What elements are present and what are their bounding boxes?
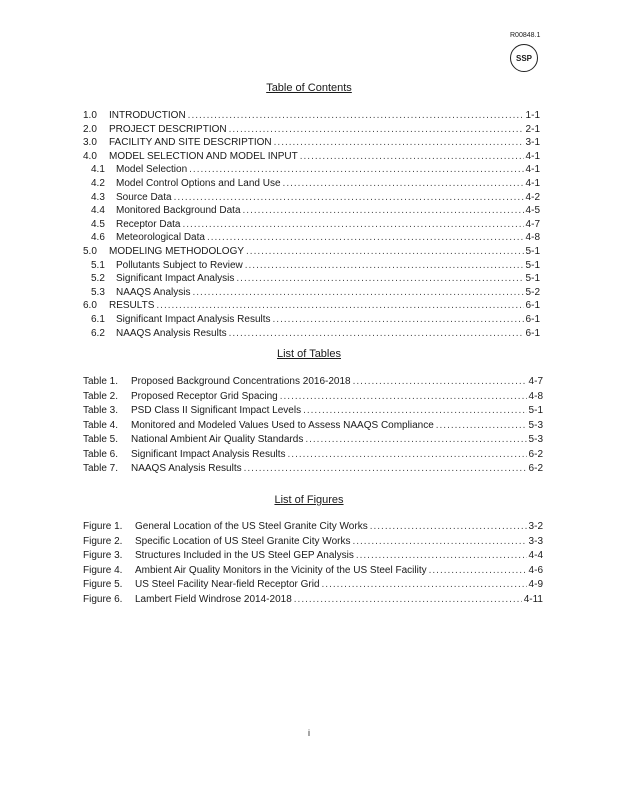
entry-number: Table 3. (83, 405, 119, 416)
tables-heading: List of Tables (276, 348, 341, 360)
entry-title: Proposed Background Concentrations 2016-2018 (131, 376, 351, 387)
entry-page: 6-1 (525, 327, 540, 339)
entry-number: Table 4. (83, 419, 119, 431)
entry-title: Model Control Options and Land Use (116, 177, 281, 189)
entry-title: US Steel Facility Near-field Receptor Grid (135, 579, 320, 590)
leader-dots (245, 260, 524, 271)
entry-title: NAAQS Analysis Results (116, 327, 227, 339)
entry-number: 2.0 (83, 123, 97, 135)
entry-title: RESULTS (109, 300, 155, 312)
entry-title: Monitored Background Data (116, 205, 241, 217)
entry-number: 3.0 (83, 137, 97, 149)
entry-number: 6.1 (91, 313, 105, 325)
tables-list (83, 376, 543, 478)
entry-title: Source Data (116, 191, 172, 203)
figures-entry[interactable] (83, 550, 543, 565)
leader-dots (182, 219, 523, 230)
entry-page: 4-1 (525, 177, 540, 189)
entry-number: 4.4 (91, 205, 105, 217)
figures-entry[interactable] (83, 579, 543, 594)
entry-number: Table 7. (83, 463, 119, 474)
entry-title: Proposed Receptor Grid Spacing (131, 390, 278, 402)
toc-entry[interactable] (83, 178, 540, 192)
toc-heading: Table of Contents (266, 82, 352, 94)
entry-number: 4.6 (91, 232, 105, 244)
figures-heading: List of Figures (274, 494, 344, 506)
entry-title: Significant Impact Analysis Results (131, 448, 286, 460)
entry-page: 6-2 (528, 448, 543, 460)
toc-entry[interactable] (83, 205, 540, 219)
entry-page: 4-11 (523, 593, 543, 605)
leader-dots (353, 376, 527, 387)
toc-entry[interactable] (83, 192, 540, 206)
toc-entry[interactable] (83, 328, 540, 342)
entry-number: 5.2 (91, 273, 105, 285)
entry-page: 5-1 (525, 273, 540, 285)
entry-page: 6-2 (528, 463, 543, 474)
leader-dots (294, 594, 522, 605)
entry-title: Model Selection (116, 164, 188, 176)
entry-title: FACILITY AND SITE DESCRIPTION (109, 137, 272, 149)
tables-entry[interactable] (83, 434, 543, 449)
tables-entry[interactable] (83, 376, 543, 391)
entry-title: Significant Impact Analysis Results (116, 313, 271, 325)
toc-entry[interactable] (83, 273, 540, 287)
entry-page: 4-4 (528, 550, 543, 561)
toc-entry[interactable] (83, 232, 540, 246)
entry-page: 2-1 (525, 123, 540, 135)
toc-entry[interactable] (83, 219, 540, 233)
entry-number: Figure 4. (83, 564, 123, 576)
entry-page: 4-9 (528, 579, 543, 590)
page-number: i (308, 728, 310, 738)
entry-title: Ambient Air Quality Monitors in the Vicinity of the US Steel Facility (135, 564, 427, 576)
entry-title: NAAQS Analysis Results (131, 463, 242, 474)
entry-page: 5-3 (528, 434, 543, 445)
entry-number: Figure 6. (83, 593, 123, 605)
leader-dots (322, 579, 527, 590)
tables-entry[interactable] (83, 391, 543, 406)
toc-entry[interactable] (83, 137, 540, 151)
leader-dots (192, 287, 523, 298)
entry-page: 3-2 (528, 521, 543, 532)
entry-title: Monitored and Modeled Values Used to Assess NAAQS Compliance (131, 419, 434, 431)
entry-number: 4.5 (91, 218, 105, 230)
entry-title: Structures Included in the US Steel GEP Analysis (135, 550, 354, 561)
entry-page: 4-2 (525, 191, 540, 203)
toc-entry[interactable] (83, 110, 540, 124)
entry-title: MODEL SELECTION AND MODEL INPUT (109, 150, 298, 162)
entry-number: 5.3 (91, 286, 105, 298)
entry-number: Table 5. (83, 434, 119, 445)
leader-dots (246, 246, 524, 257)
entry-page: 5-2 (525, 286, 540, 298)
toc-entry[interactable] (83, 246, 540, 260)
tables-entry[interactable] (83, 449, 543, 464)
leader-dots (370, 521, 527, 532)
entry-title: General Location of the US Steel Granite City Works (135, 521, 368, 532)
leader-dots (356, 550, 527, 561)
entry-title: Significant Impact Analysis (116, 273, 235, 285)
entry-page: 6-1 (525, 300, 540, 312)
entry-number: Figure 2. (83, 535, 123, 547)
entry-page: 4-1 (525, 164, 540, 176)
leader-dots (188, 110, 524, 121)
figures-entry[interactable] (83, 565, 543, 580)
entry-page: 3-1 (525, 137, 540, 149)
entry-title: Pollutants Subject to Review (116, 259, 243, 271)
toc-entry[interactable] (83, 287, 540, 301)
toc-entry[interactable] (83, 260, 540, 274)
figures-entry[interactable] (83, 521, 543, 536)
entry-page: 5-1 (525, 245, 540, 257)
leader-dots (236, 273, 523, 284)
entry-title: Lambert Field Windrose 2014-2018 (135, 593, 292, 605)
entry-page: 3-3 (528, 535, 543, 547)
entry-number: Table 2. (83, 390, 119, 402)
leader-dots (305, 434, 526, 445)
entry-number: 4.3 (91, 191, 105, 203)
leader-dots (300, 151, 524, 162)
leader-dots (156, 300, 523, 311)
leader-dots (352, 536, 526, 547)
tables-entry[interactable] (83, 420, 543, 435)
leader-dots (229, 328, 524, 339)
entry-page: 5-1 (525, 259, 540, 271)
leader-dots (288, 449, 527, 460)
entry-number: 4.0 (83, 150, 97, 162)
entry-page: 4-5 (525, 205, 540, 217)
entry-page: 4-1 (525, 150, 540, 162)
entry-page: 4-8 (525, 232, 540, 244)
leader-dots (243, 205, 524, 216)
figures-entry[interactable] (83, 536, 543, 551)
entry-number: Table 1. (83, 376, 119, 387)
entry-number: 6.0 (83, 300, 97, 312)
entry-number: 1.0 (83, 110, 97, 121)
entry-page: 6-1 (525, 313, 540, 325)
entry-number: 5.0 (83, 245, 97, 257)
leader-dots (283, 178, 524, 189)
leader-dots (303, 405, 526, 416)
entry-number: Table 6. (83, 448, 119, 460)
company-stamp-logo: SSP (510, 44, 538, 72)
tables-entry[interactable] (83, 463, 543, 478)
entry-page: 4-8 (528, 390, 543, 402)
entry-title: MODELING METHODOLOGY (109, 245, 245, 257)
entry-page: 5-3 (528, 419, 543, 431)
toc-entry[interactable] (83, 300, 540, 314)
entry-title: Specific Location of US Steel Granite City Works (135, 535, 351, 547)
entry-number: 4.1 (91, 164, 105, 176)
leader-dots (189, 164, 523, 175)
leader-dots (436, 420, 527, 431)
toc-entry[interactable] (83, 151, 540, 165)
tables-entry[interactable] (83, 405, 543, 420)
entry-page: 4-7 (525, 218, 540, 230)
leader-dots (280, 391, 527, 402)
entry-title: NAAQS Analysis (116, 286, 191, 298)
entry-number: Figure 5. (83, 579, 123, 590)
entry-title: INTRODUCTION (109, 110, 186, 121)
leader-dots (207, 232, 524, 243)
leader-dots (429, 565, 527, 576)
leader-dots (174, 192, 524, 203)
entry-number: Figure 3. (83, 550, 123, 561)
leader-dots (244, 463, 527, 474)
document-id: R00848.1 (510, 32, 541, 39)
figures-list (83, 521, 543, 608)
toc-list (83, 110, 540, 341)
entry-title: Receptor Data (116, 218, 181, 230)
entry-number: 6.2 (91, 327, 105, 339)
entry-number: Figure 1. (83, 521, 123, 532)
toc-entry[interactable] (83, 314, 540, 328)
entry-number: 5.1 (91, 259, 105, 271)
entry-page: 1-1 (525, 110, 540, 121)
entry-title: PSD Class II Significant Impact Levels (131, 405, 302, 416)
entry-page: 4-6 (528, 564, 543, 576)
entry-title: Meteorological Data (116, 232, 205, 244)
entry-number: 4.2 (91, 177, 105, 189)
entry-title: PROJECT DESCRIPTION (109, 123, 227, 135)
entry-title: National Ambient Air Quality Standards (131, 434, 304, 445)
entry-page: 5-1 (528, 405, 543, 416)
leader-dots (273, 314, 524, 325)
figures-entry[interactable] (83, 594, 543, 609)
toc-entry[interactable] (83, 124, 540, 138)
leader-dots (229, 124, 524, 135)
leader-dots (274, 137, 524, 148)
toc-entry[interactable] (83, 164, 540, 178)
entry-page: 4-7 (528, 376, 543, 387)
